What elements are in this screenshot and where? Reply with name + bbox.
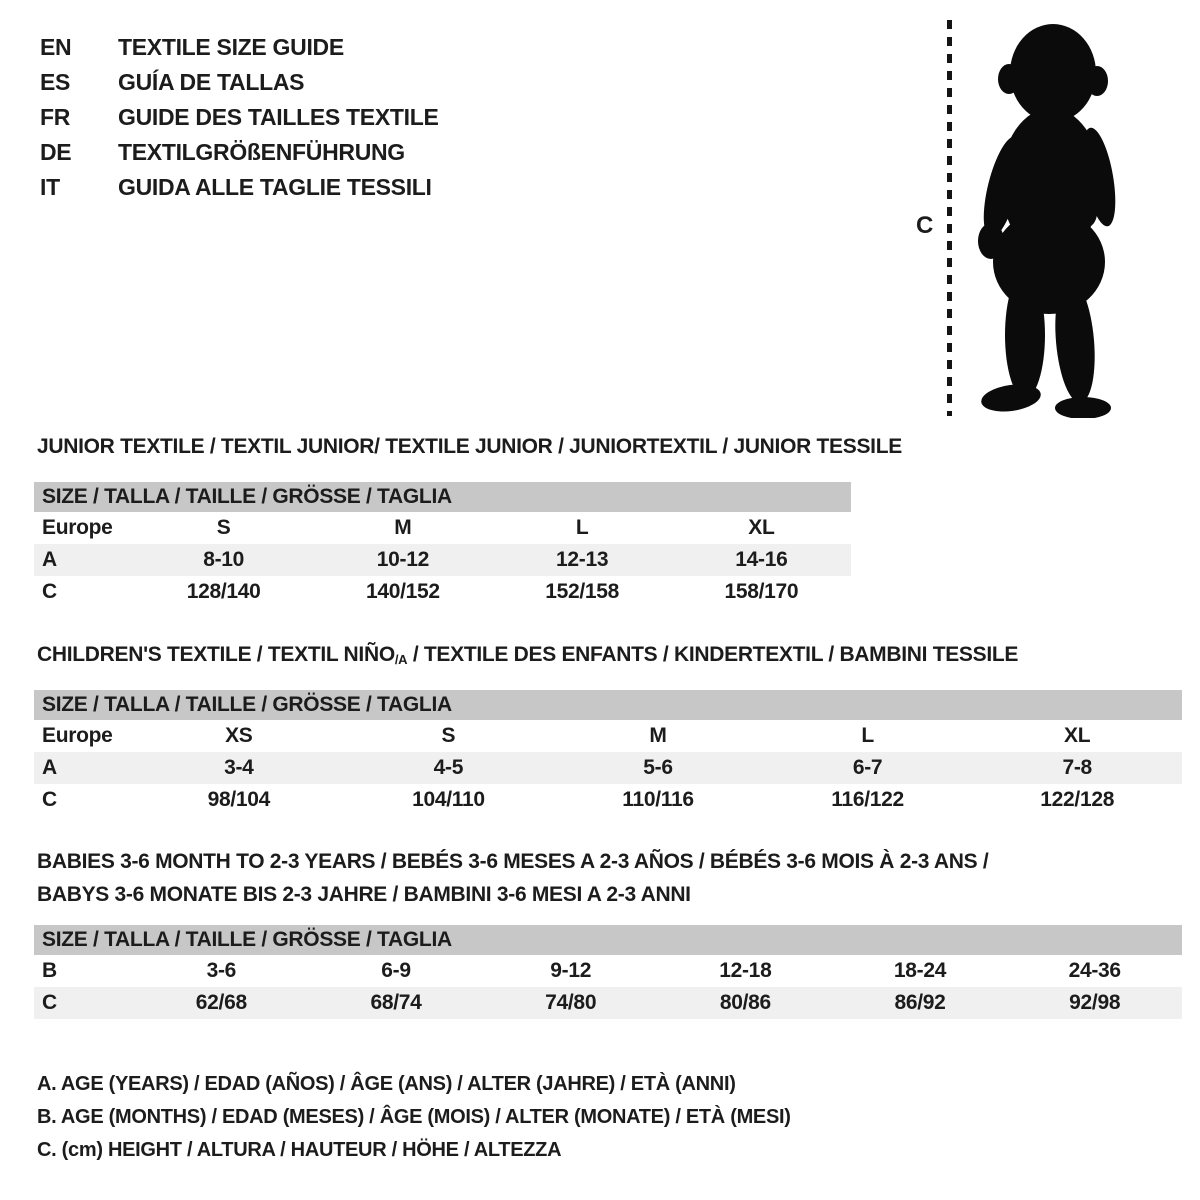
junior-size-table	[34, 482, 851, 608]
language-code: FR	[40, 104, 71, 130]
children-heading-text: / TEXTILE DES ENFANTS / KINDERTEXTIL / BAMBINI TESSILE	[407, 643, 1019, 666]
size-header-bar: SIZE / TALLA / TAILLE / GRÖSSE / TAGLIA	[34, 925, 1182, 955]
legend-line-b: B. AGE (MONTHS) / EDAD (MESES) / ÂGE (MOIS) / ALTER (MONATE) / ETÀ (MESI)	[37, 1106, 791, 1128]
table-cell: 86/92	[894, 991, 946, 1014]
table-row	[34, 752, 1182, 784]
table-cell: 80/86	[719, 991, 771, 1014]
row-label: Europe	[42, 516, 113, 539]
size-header-bar: SIZE / TALLA / TAILLE / GRÖSSE / TAGLIA	[34, 482, 851, 512]
height-dashed-line	[947, 20, 952, 416]
row-label: C	[42, 991, 57, 1014]
row-label: C	[42, 788, 57, 811]
size-header-bar: SIZE / TALLA / TAILLE / GRÖSSE / TAGLIA	[34, 690, 1182, 720]
language-code: ES	[40, 69, 71, 95]
table-cell: 12-18	[719, 959, 772, 982]
table-cell: 3-4	[224, 756, 254, 779]
table-cell: L	[861, 724, 874, 747]
table-cell: 104/110	[412, 788, 485, 811]
measurement-legend	[37, 1068, 791, 1167]
table-cell: 6-9	[381, 959, 411, 982]
table-cell: 128/140	[186, 580, 261, 603]
table-cell: M	[394, 516, 412, 539]
table-row	[34, 544, 851, 576]
list-item	[40, 30, 439, 65]
table-cell: S	[216, 516, 231, 539]
table-cell: 4-5	[433, 756, 464, 779]
list-item	[40, 100, 439, 135]
table-cell: XL	[748, 516, 775, 539]
table-cell: XL	[1064, 724, 1091, 747]
list-item	[40, 65, 439, 100]
children-heading-subscript: /A	[394, 651, 408, 667]
guide-title: GUIDE DES TAILLES TEXTILE	[118, 104, 439, 130]
table-row	[34, 576, 851, 608]
babies-section-heading-line1: BABIES 3-6 MONTH TO 2-3 YEARS / BEBÉS 3-6 MESES A 2-3 AÑOS / BÉBÉS 3-6 MOIS À 2-3 ANS /	[37, 850, 989, 873]
table-cell: 5-6	[643, 756, 673, 779]
junior-section-heading: JUNIOR TEXTILE / TEXTIL JUNIOR/ TEXTILE JUNIOR / JUNIORTEXTIL / JUNIOR TESSILE	[37, 435, 902, 458]
legend-line-c: C. (cm) HEIGHT / ALTURA / HAUTEUR / HÖHE / ALTEZZA	[37, 1139, 562, 1161]
table-row	[34, 720, 1182, 752]
table-cell: M	[649, 724, 667, 747]
table-cell: 110/116	[622, 788, 694, 811]
row-label: Europe	[42, 724, 113, 747]
guide-title: GUIDA ALLE TAGLIE TESSILI	[118, 174, 432, 200]
table-cell: 8-10	[203, 548, 245, 571]
language-code: EN	[40, 34, 72, 60]
row-label: A	[42, 756, 57, 779]
language-code: DE	[40, 139, 72, 165]
children-section-heading	[37, 643, 1018, 667]
table-cell: XS	[225, 724, 253, 747]
row-label: B	[42, 959, 57, 982]
table-cell: 6-7	[852, 756, 883, 779]
table-cell: 3-6	[206, 959, 237, 982]
table-cell: 140/152	[365, 580, 440, 603]
table-cell: 7-8	[1062, 756, 1092, 779]
babies-section-heading-line2: BABYS 3-6 MONATE BIS 2-3 JAHRE / BAMBINI 3-6 MESI A 2-3 ANNI	[37, 883, 691, 906]
guide-title: GUÍA DE TALLAS	[118, 69, 305, 95]
guide-title: TEXTILE SIZE GUIDE	[118, 34, 344, 60]
children-size-table	[34, 690, 1182, 816]
table-cell: 9-12	[550, 959, 592, 982]
row-label: C	[42, 580, 57, 603]
table-cell: 158/170	[724, 580, 799, 603]
guide-title: TEXTILGRÖßENFÜHRUNG	[118, 139, 405, 165]
table-cell: 116/122	[831, 788, 904, 811]
table-cell: 92/98	[1069, 991, 1121, 1014]
list-item	[40, 170, 439, 205]
table-cell: 18-24	[893, 959, 947, 982]
table-cell: 14-16	[735, 548, 788, 571]
list-item	[40, 135, 439, 170]
height-measure-label: C	[916, 212, 934, 239]
table-cell: 12-13	[556, 548, 609, 571]
table-row	[34, 987, 1182, 1019]
table-row	[34, 512, 851, 544]
table-row	[34, 784, 1182, 816]
table-cell: 24-36	[1068, 959, 1121, 982]
table-cell: L	[575, 516, 589, 539]
table-cell: 74/80	[545, 991, 597, 1014]
legend-line-a: A. AGE (YEARS) / EDAD (AÑOS) / ÂGE (ANS) / ALTER (JAHRE) / ETÀ (ANNI)	[37, 1073, 736, 1095]
table-cell: 68/74	[370, 991, 422, 1014]
table-cell: 10-12	[376, 548, 429, 571]
language-code: IT	[40, 174, 60, 200]
table-row	[34, 955, 1182, 987]
table-cell: 62/68	[195, 991, 247, 1014]
babies-size-table	[34, 925, 1182, 1019]
table-cell: 152/158	[545, 580, 620, 603]
toddler-silhouette-icon	[963, 16, 1143, 418]
table-cell: 98/104	[207, 788, 271, 811]
row-label: A	[42, 548, 57, 571]
table-cell: 122/128	[1040, 788, 1115, 811]
children-heading-text: CHILDREN'S TEXTILE / TEXTIL NIÑO	[37, 643, 395, 666]
language-title-list	[40, 30, 439, 205]
table-cell: S	[441, 724, 456, 747]
